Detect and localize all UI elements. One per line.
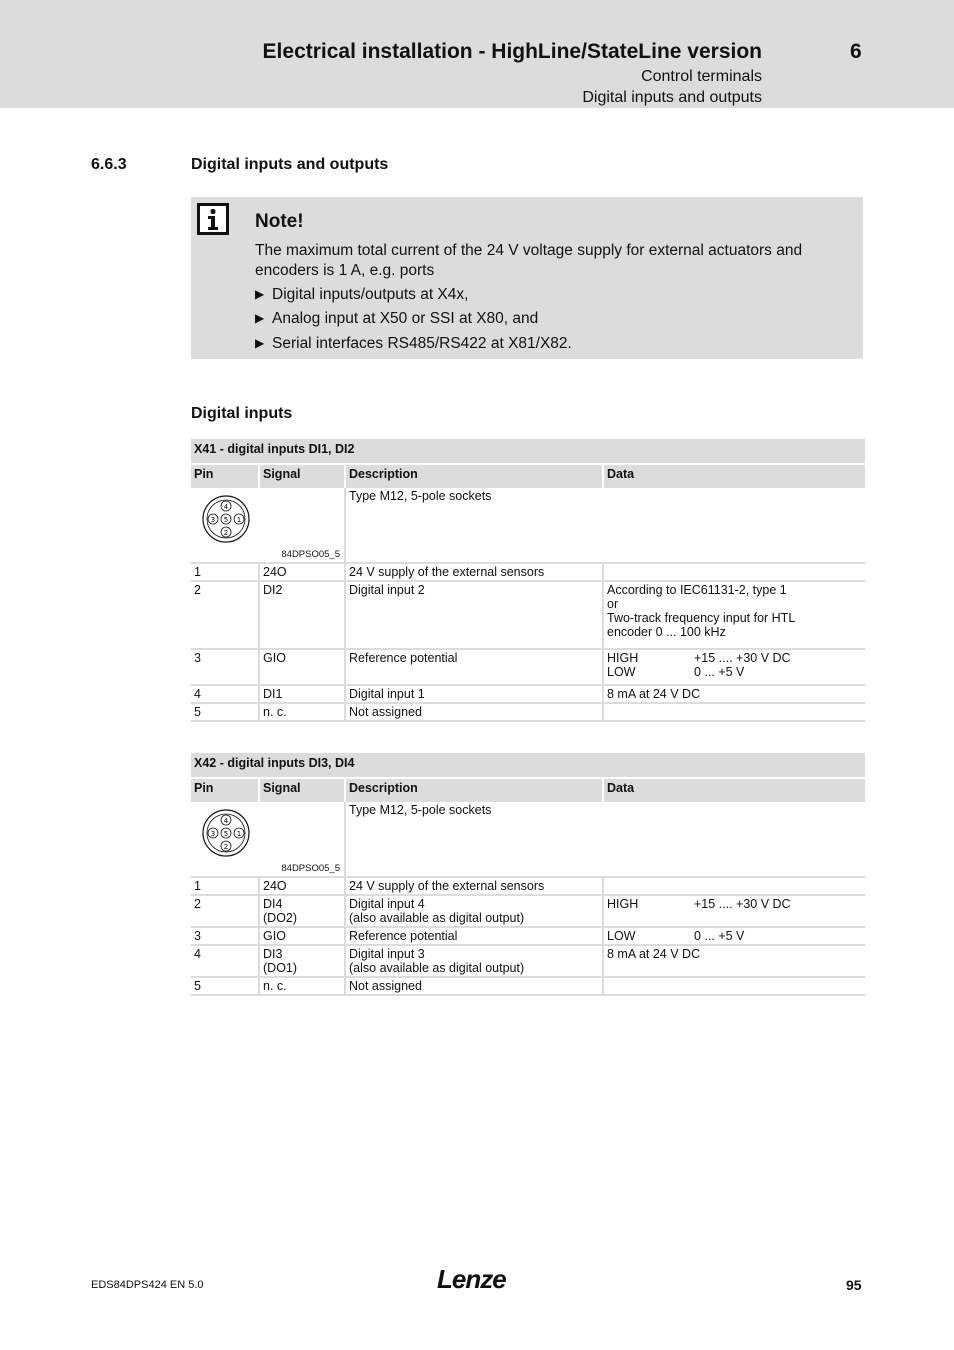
m12-socket-icon [201, 808, 251, 858]
cell-signal: n. c. [259, 977, 345, 995]
column-header-pin: Pin [191, 464, 259, 487]
page-header [0, 0, 954, 108]
cell-signal: DI4 (DO2) [259, 895, 345, 927]
m12-socket-icon [201, 494, 251, 544]
cell-signal: GIO [259, 649, 345, 685]
connector-image-cell [191, 801, 345, 877]
x42-pin-table [191, 751, 865, 996]
column-header-description: Description [345, 778, 603, 801]
image-code: 84DPSO05_5 [281, 549, 340, 560]
cell-description: Reference potential [345, 649, 603, 685]
header-subtitle-2: Digital inputs and outputs [582, 89, 762, 106]
cell-signal: n. c. [259, 703, 345, 721]
cell-description: Not assigned [345, 703, 603, 721]
cell-data: 8 mA at 24 V DC [603, 945, 865, 977]
cell-data [603, 563, 865, 581]
table-caption: X41 - digital inputs DI1, DI2 [191, 438, 865, 464]
note-bullet: ▶ Digital inputs/outputs at X4x, [255, 286, 469, 303]
cell-description: Digital input 4 (also available as digital output) [345, 895, 603, 927]
note-title: Note! [255, 211, 304, 232]
cell-data: HIGH +15 .... +30 V DC [603, 895, 865, 927]
cell-pin: 4 [191, 945, 259, 977]
document-id: EDS84DPS424 EN 5.0 [91, 1279, 204, 1291]
section-number: 6.6.3 [91, 156, 127, 173]
cell-data: 8 mA at 24 V DC [603, 685, 865, 703]
info-icon [197, 203, 229, 235]
column-header-description: Description [345, 464, 603, 487]
note-body: The maximum total current of the 24 V voltage supply for external actuators and encoders is 1 A, e.g. ports [255, 242, 803, 279]
cell-signal: 24O [259, 877, 345, 895]
table-caption: X42 - digital inputs DI3, DI4 [191, 752, 865, 778]
connector-description: Type M12, 5-pole sockets [345, 487, 865, 563]
svg-text:2: 2 [223, 529, 229, 537]
column-header-signal: Signal [259, 778, 345, 801]
column-header-signal: Signal [259, 464, 345, 487]
image-code: 84DPSO05_5 [281, 863, 340, 874]
cell-pin: 4 [191, 685, 259, 703]
page-number: 95 [846, 1277, 862, 1293]
bullet-arrow-icon: ▶ [255, 336, 265, 350]
cell-description: 24 V supply of the external sensors [345, 877, 603, 895]
connector-description: Type M12, 5-pole sockets [345, 801, 865, 877]
lenze-logo: Lenze [437, 1264, 506, 1294]
cell-description: Digital input 1 [345, 685, 603, 703]
column-header-data: Data [603, 778, 865, 801]
cell-data [603, 977, 865, 995]
cell-pin: 5 [191, 977, 259, 995]
cell-description: 24 V supply of the external sensors [345, 563, 603, 581]
bullet-arrow-icon: ▶ [255, 311, 265, 325]
svg-text:5: 5 [223, 830, 229, 838]
cell-description: Reference potential [345, 927, 603, 945]
cell-signal: 24O [259, 563, 345, 581]
note-bullet: ▶ Serial interfaces RS485/RS422 at X81/X82. [255, 335, 572, 352]
cell-pin: 3 [191, 927, 259, 945]
cell-signal: GIO [259, 927, 345, 945]
cell-pin: 1 [191, 877, 259, 895]
cell-pin: 1 [191, 563, 259, 581]
cell-description: Digital input 3 (also available as digital output) [345, 945, 603, 977]
svg-text:3: 3 [210, 516, 216, 524]
cell-description: Not assigned [345, 977, 603, 995]
cell-description: Digital input 2 [345, 581, 603, 649]
section-title: Digital inputs and outputs [191, 156, 389, 173]
cell-pin: 3 [191, 649, 259, 685]
note-box [191, 197, 863, 359]
cell-pin: 2 [191, 895, 259, 927]
cell-signal: DI1 [259, 685, 345, 703]
cell-signal: DI2 [259, 581, 345, 649]
svg-text:4: 4 [223, 817, 229, 825]
column-header-data: Data [603, 464, 865, 487]
chapter-title: Electrical installation - HighLine/StateLine version [262, 40, 762, 63]
svg-text:2: 2 [223, 843, 229, 851]
cell-signal: DI3 (DO1) [259, 945, 345, 977]
cell-data [603, 703, 865, 721]
cell-data: According to IEC61131-2, type 1 or Two-track frequency input for HTL encoder 0 ... 100 kHz [603, 581, 865, 649]
svg-text:1: 1 [236, 516, 242, 524]
cell-data: LOW 0 ... +5 V [603, 927, 865, 945]
svg-text:3: 3 [210, 830, 216, 838]
svg-text:5: 5 [223, 516, 229, 524]
cell-pin: 2 [191, 581, 259, 649]
connector-image-cell [191, 487, 345, 563]
bullet-arrow-icon: ▶ [255, 287, 265, 301]
svg-text:4: 4 [223, 503, 229, 511]
svg-text:1: 1 [236, 830, 242, 838]
cell-data: HIGH +15 .... +30 V DC LOW 0 ... +5 V [603, 649, 865, 685]
cell-data [603, 877, 865, 895]
cell-pin: 5 [191, 703, 259, 721]
header-subtitle-1: Control terminals [641, 68, 762, 85]
x41-pin-table [191, 437, 865, 722]
note-bullet: ▶ Analog input at X50 or SSI at X80, and [255, 310, 539, 327]
chapter-number: 6 [850, 40, 862, 63]
column-header-pin: Pin [191, 778, 259, 801]
digital-inputs-heading: Digital inputs [191, 405, 293, 422]
